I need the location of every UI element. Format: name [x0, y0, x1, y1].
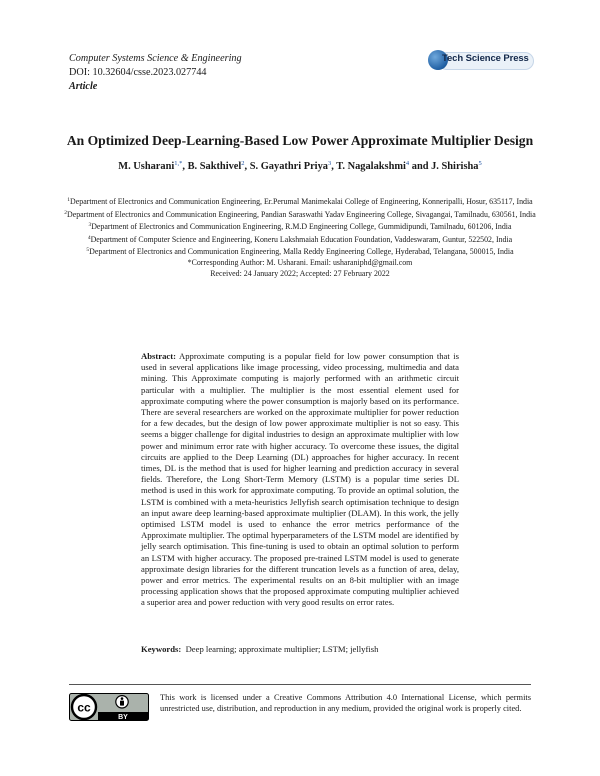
received-accepted-dates: Received: 24 January 2022; Accepted: 27 February 2022: [210, 268, 390, 278]
by-badge-text: BY: [118, 714, 128, 721]
affiliation: [62, 220, 538, 233]
author-separator: ,: [182, 161, 188, 172]
affiliation-mark: 1: [67, 197, 71, 203]
license-divider: [69, 684, 531, 685]
author-affil-mark: 2: [241, 160, 245, 167]
cc-by-icon: [69, 693, 149, 721]
cc-by-badge[interactable]: [69, 693, 149, 721]
author-affil-mark: 5: [478, 160, 482, 167]
affiliation-text: Department of Electronics and Communication Engineering, R.M.D Engineering College, Gummidipundi, Tamilnadu, 601206, India: [91, 222, 512, 232]
journal-name: Computer Systems Science & Engineering: [69, 53, 242, 64]
paper-title: An Optimized Deep-Learning-Based Low Power Approximate Multiplier Design: [66, 133, 534, 148]
affiliation-text: Department of Electronics and Communication Engineering, Er.Perumal Manimekalai College of Engineering, Konneripalli, Hosur, 635117, India: [70, 197, 533, 206]
affiliation-mark: 3: [88, 222, 92, 229]
author-separator: ,: [331, 161, 337, 172]
affiliation-text: Department of Electronics and Communication Engineering, Pandian Saraswathi Yadav Engineering College, Sivagangai, Tamilnadu, 630561, India: [67, 209, 536, 219]
abstract-text: Approximate computing is a popular field for low power consumption that is used in several applications like image processing, video processing, multimedia and data mining. This Approximate computing is majorly performed with an arithmetic circuit particular with a multiplier. The multiplier is the most essential element used for approximate computing where the power consumption is majorly based on its performance. There are several researchers are worked on the approximate multiplier for power reduction for a few decades, but the design of low power approximate multiplier is not so easy. This seems a bigger challenge for digital industries to design an approximate multiplier with low power and minimum error rate with higher accuracy. To overcome these issues, the digital circuits are applied to the Deep Learning (DL) approaches for higher accuracy. In recent times, DL is the method that is used for higher learning and prediction accuracy in several fields. Therefore, the Long Short-Term Memory (LSTM) is a popular time series DL method is used in this work for approximate computing. To provide an optimal solution, the LSTM is combined with a meta-heuristics Jellyfish search optimisation technique to design an input aware deep learning-based approximate multiplier (DLAM). In this work, the jelly optimised LSTM model is used to enhance the error metrics performance of the Approximate multiplier. The optimal hyperparameters of the LSTM model are identified by jelly search optimisation. This fine-tuning is used to obtain an optimal solution to perform an LSTM with higher accuracy. The proposed pre-trained LSTM model is used to generate approximate design libraries for the different truncation levels as a function of area, delay, power and error metrics. The experimental results on an 8-bit multiplier with an image processing application shows that the proposed approximate computing multiplier achieved a superior area and power reduction with very good results on error rates.: [141, 351, 459, 608]
affiliations: [62, 195, 538, 279]
keywords: [141, 644, 459, 655]
affiliation: [62, 245, 538, 258]
author-list: [0, 160, 600, 172]
license-statement: This work is licensed under a Creative Commons Attribution 4.0 International License, which permits unrestricted use, distribution, and reproduction in any medium, provided the original work is properly cited.: [160, 693, 531, 713]
article-type: Article: [69, 81, 98, 92]
author-name[interactable]: T. Nagalakshmi: [336, 161, 406, 172]
author-separator: and: [409, 161, 432, 172]
keywords-label: Keywords:: [141, 644, 182, 654]
affiliation-mark: 4: [87, 234, 91, 241]
author-affil-mark: 1,*: [174, 160, 183, 167]
doi[interactable]: DOI: 10.32604/csse.2023.027744: [69, 67, 207, 78]
affiliation-text: Department of Electronics and Communication Engineering, Malla Reddy Engineering College, Hyderabad, Telangana, 500015, India: [89, 247, 514, 257]
affiliation: [62, 195, 538, 208]
author-name[interactable]: B. Sakthivel: [187, 161, 242, 172]
author-name[interactable]: S. Gayathri Priya: [249, 161, 328, 172]
affiliation-text: Department of Computer Science and Engineering, Koneru Lakshmaiah Education Foundation, Vaddeswaram, Guntur, 522502, India: [90, 234, 513, 244]
abstract-label: Abstract:: [141, 351, 176, 361]
publisher-logo[interactable]: [428, 51, 532, 69]
affiliation: [62, 233, 538, 246]
author-separator: ,: [244, 161, 250, 172]
affiliation-mark: 2: [64, 209, 68, 216]
author-name[interactable]: M. Usharani: [118, 161, 175, 172]
affiliation-mark: 5: [86, 247, 90, 254]
author-name[interactable]: J. Shirisha: [431, 161, 479, 172]
publisher-name: Tech Science Press: [442, 53, 529, 64]
abstract: [141, 351, 459, 609]
affiliation: [62, 208, 538, 221]
keywords-text: Deep learning; approximate multiplier; LSTM; jellyfish: [185, 644, 379, 654]
corresponding-author[interactable]: *Corresponding Author: M. Usharani. Email: usharaniphd@gmail.com: [187, 257, 413, 267]
author-affil-mark: 4: [405, 160, 410, 167]
cc-badge-text: cc: [77, 700, 91, 715]
author-affil-mark: 3: [327, 160, 332, 167]
